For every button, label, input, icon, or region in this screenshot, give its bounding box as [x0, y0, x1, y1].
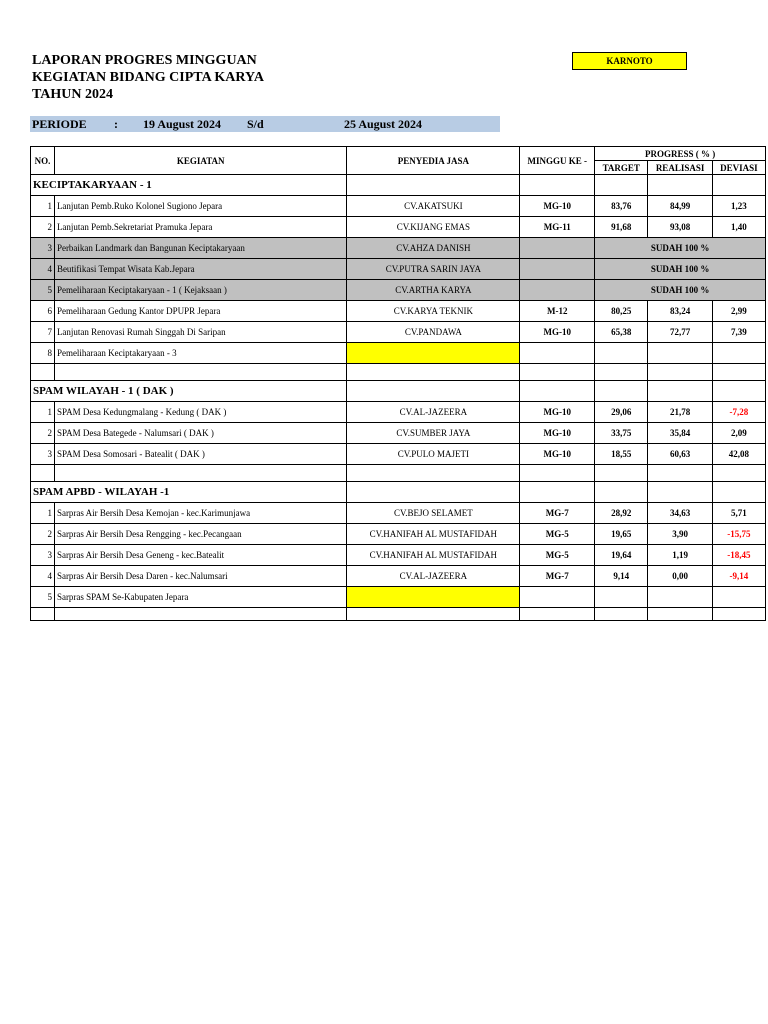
deviasi-cell: -18,45: [712, 545, 765, 566]
col-penyedia: PENYEDIA JASA: [347, 147, 520, 175]
realisasi-cell: 34,63: [648, 503, 713, 524]
row-number: 3: [31, 444, 55, 465]
row-number: 5: [31, 280, 55, 301]
empty-cell: [648, 608, 713, 621]
col-no: NO.: [31, 147, 55, 175]
target-cell: 28,92: [595, 503, 648, 524]
empty-cell: [54, 465, 347, 482]
empty-cell: [712, 482, 765, 503]
row-number: 1: [31, 402, 55, 423]
penyedia-cell: CV.AKATSUKI: [347, 196, 520, 217]
target-cell: [595, 343, 648, 364]
minggu-cell: MG-10: [520, 423, 595, 444]
kegiatan-cell: Sarpras SPAM Se-Kabupaten Jepara: [54, 587, 347, 608]
empty-cell: [31, 364, 55, 381]
deviasi-cell: 2,09: [712, 423, 765, 444]
penyedia-cell: [347, 587, 520, 608]
title-line-3: TAHUN 2024: [32, 87, 114, 102]
penyedia-cell: CV.KARYA TEKNIK: [347, 301, 520, 322]
target-cell: 91,68: [595, 217, 648, 238]
penyedia-cell: CV.ARTHA KARYA: [347, 280, 520, 301]
row-number: 1: [31, 196, 55, 217]
col-deviasi: DEVIASI: [712, 161, 765, 175]
empty-cell: [54, 608, 347, 621]
periode-start-date: 19 August 2024: [143, 117, 222, 131]
target-cell: 18,55: [595, 444, 648, 465]
kegiatan-cell: SPAM Desa Somosari - Batealit ( DAK ): [54, 444, 347, 465]
empty-cell: [520, 608, 595, 621]
row-number: 7: [31, 322, 55, 343]
empty-cell: [31, 465, 55, 482]
realisasi-cell: 35,84: [648, 423, 713, 444]
kegiatan-cell: Sarpras Air Bersih Desa Geneng - kec.Batealit: [54, 545, 347, 566]
empty-cell: [595, 482, 648, 503]
minggu-cell: [520, 259, 595, 280]
realisasi-cell: [648, 587, 713, 608]
col-kegiatan: KEGIATAN: [54, 147, 347, 175]
realisasi-cell: [648, 343, 713, 364]
penyedia-cell: CV.SUMBER JAYA: [347, 423, 520, 444]
empty-cell: [347, 175, 520, 196]
empty-cell: [595, 364, 648, 381]
table-body: [31, 175, 766, 621]
row-number: 1: [31, 503, 55, 524]
section-title: SPAM APBD - WILAYAH -1: [31, 482, 347, 503]
empty-cell: [648, 364, 713, 381]
realisasi-cell: 60,63: [648, 444, 713, 465]
realisasi-cell: 84,99: [648, 196, 713, 217]
blank-row: [31, 608, 766, 621]
deviasi-cell: 1,23: [712, 196, 765, 217]
empty-cell: [31, 608, 55, 621]
minggu-cell: MG-10: [520, 322, 595, 343]
empty-cell: [54, 364, 347, 381]
minggu-cell: MG-5: [520, 545, 595, 566]
realisasi-cell: 3,90: [648, 524, 713, 545]
penyedia-cell: CV.PULO MAJETI: [347, 444, 520, 465]
penyedia-cell: CV.KIJANG EMAS: [347, 217, 520, 238]
deviasi-cell: 42,08: [712, 444, 765, 465]
minggu-cell: MG-10: [520, 444, 595, 465]
table-row: [31, 280, 766, 301]
target-cell: [595, 587, 648, 608]
table-row: [31, 566, 766, 587]
penyedia-cell: CV.PUTRA SARIN JAYA: [347, 259, 520, 280]
penyedia-cell: CV.AL-JAZEERA: [347, 566, 520, 587]
row-number: 3: [31, 545, 55, 566]
status-cell: SUDAH 100 %: [595, 280, 766, 301]
deviasi-cell: 7,39: [712, 322, 765, 343]
empty-cell: [595, 381, 648, 402]
report-title: [32, 52, 264, 103]
empty-cell: [520, 175, 595, 196]
kegiatan-cell: Lanjutan Renovasi Rumah Singgah Di Saripan: [54, 322, 347, 343]
periode-end-date: 25 August 2024: [344, 117, 423, 131]
realisasi-cell: 0,00: [648, 566, 713, 587]
title-line-1: LAPORAN PROGRES MINGGUAN: [32, 53, 257, 68]
penyedia-cell: CV.AL-JAZEERA: [347, 402, 520, 423]
deviasi-cell: 2,99: [712, 301, 765, 322]
minggu-cell: MG-10: [520, 402, 595, 423]
row-number: 6: [31, 301, 55, 322]
empty-cell: [520, 465, 595, 482]
target-cell: 65,38: [595, 322, 648, 343]
minggu-cell: [520, 238, 595, 259]
kegiatan-cell: Pemeliharaan Gedung Kantor DPUPR Jepara: [54, 301, 347, 322]
empty-cell: [347, 381, 520, 402]
table-row: [31, 587, 766, 608]
blank-row: [31, 465, 766, 482]
target-cell: 83,76: [595, 196, 648, 217]
empty-cell: [595, 608, 648, 621]
kegiatan-cell: Pemeliharaan Keciptakaryaan - 1 ( Kejaksaan ): [54, 280, 347, 301]
empty-cell: [712, 608, 765, 621]
row-number: 4: [31, 566, 55, 587]
deviasi-cell: 1,40: [712, 217, 765, 238]
row-number: 3: [31, 238, 55, 259]
deviasi-cell: -7,28: [712, 402, 765, 423]
table-row: [31, 343, 766, 364]
penyedia-cell: CV.PANDAWA: [347, 322, 520, 343]
realisasi-cell: 93,08: [648, 217, 713, 238]
empty-cell: [520, 381, 595, 402]
target-cell: 19,65: [595, 524, 648, 545]
empty-cell: [648, 175, 713, 196]
penyedia-cell: CV.HANIFAH AL MUSTAFIDAH: [347, 524, 520, 545]
periode-bar: [30, 116, 500, 132]
minggu-cell: MG-7: [520, 503, 595, 524]
empty-cell: [347, 465, 520, 482]
row-number: 2: [31, 217, 55, 238]
col-progress: PROGRESS ( % ): [595, 147, 766, 161]
minggu-cell: [520, 587, 595, 608]
deviasi-cell: [712, 343, 765, 364]
kegiatan-cell: SPAM Desa Bategede - Nalumsari ( DAK ): [54, 423, 347, 444]
target-cell: 19,64: [595, 545, 648, 566]
penyedia-cell: CV.BEJO SELAMET: [347, 503, 520, 524]
empty-cell: [712, 465, 765, 482]
table-row: [31, 238, 766, 259]
penyedia-cell: [347, 343, 520, 364]
penyedia-cell: CV.AHZA DANISH: [347, 238, 520, 259]
col-target: TARGET: [595, 161, 648, 175]
title-line-2: KEGIATAN BIDANG CIPTA KARYA: [32, 70, 264, 85]
kegiatan-cell: Beutifikasi Tempat Wisata Kab.Jepara: [54, 259, 347, 280]
minggu-cell: [520, 343, 595, 364]
row-number: 2: [31, 524, 55, 545]
kegiatan-cell: Sarpras Air Bersih Desa Daren - kec.Nalumsari: [54, 566, 347, 587]
table-row: [31, 301, 766, 322]
empty-cell: [347, 482, 520, 503]
progress-table: [30, 146, 766, 621]
kegiatan-cell: Lanjutan Pemb.Sekretariat Pramuka Jepara: [54, 217, 347, 238]
deviasi-cell: -15,75: [712, 524, 765, 545]
penyedia-cell: CV.HANIFAH AL MUSTAFIDAH: [347, 545, 520, 566]
table-row: [31, 217, 766, 238]
empty-cell: [520, 482, 595, 503]
target-cell: 80,25: [595, 301, 648, 322]
realisasi-cell: 72,77: [648, 322, 713, 343]
col-minggu: MINGGU KE -: [520, 147, 595, 175]
status-cell: SUDAH 100 %: [595, 238, 766, 259]
empty-cell: [595, 465, 648, 482]
deviasi-cell: [712, 587, 765, 608]
kegiatan-cell: Sarpras Air Bersih Desa Rengging - kec.Pecangaan: [54, 524, 347, 545]
kegiatan-cell: SPAM Desa Kedungmalang - Kedung ( DAK ): [54, 402, 347, 423]
section-header-row: [31, 381, 766, 402]
empty-cell: [712, 364, 765, 381]
name-badge: KARNOTO: [572, 52, 687, 70]
empty-cell: [648, 381, 713, 402]
target-cell: 29,06: [595, 402, 648, 423]
kegiatan-cell: Sarpras Air Bersih Desa Kemojan - kec.Karimunjawa: [54, 503, 347, 524]
empty-cell: [520, 364, 595, 381]
minggu-cell: [520, 280, 595, 301]
table-row: [31, 545, 766, 566]
table-row: [31, 196, 766, 217]
realisasi-cell: 21,78: [648, 402, 713, 423]
empty-cell: [648, 465, 713, 482]
empty-cell: [648, 482, 713, 503]
periode-sd: S/d: [247, 117, 264, 131]
section-title: SPAM WILAYAH - 1 ( DAK ): [31, 381, 347, 402]
row-number: 4: [31, 259, 55, 280]
row-number: 8: [31, 343, 55, 364]
table-row: [31, 503, 766, 524]
realisasi-cell: 1,19: [648, 545, 713, 566]
periode-label: PERIODE: [32, 117, 87, 131]
periode-colon: :: [114, 117, 118, 131]
empty-cell: [347, 364, 520, 381]
kegiatan-cell: Lanjutan Pemb.Ruko Kolonel Sugiono Jepara: [54, 196, 347, 217]
blank-row: [31, 364, 766, 381]
minggu-cell: MG-11: [520, 217, 595, 238]
row-number: 5: [31, 587, 55, 608]
minggu-cell: MG-5: [520, 524, 595, 545]
empty-cell: [595, 175, 648, 196]
minggu-cell: MG-10: [520, 196, 595, 217]
minggu-cell: M-12: [520, 301, 595, 322]
section-header-row: [31, 175, 766, 196]
deviasi-cell: -9,14: [712, 566, 765, 587]
table-row: [31, 444, 766, 465]
empty-cell: [347, 608, 520, 621]
row-number: 2: [31, 423, 55, 444]
realisasi-cell: 83,24: [648, 301, 713, 322]
empty-cell: [712, 175, 765, 196]
section-title: KECIPTAKARYAAN - 1: [31, 175, 347, 196]
table-row: [31, 423, 766, 444]
table-row: [31, 524, 766, 545]
table-row: [31, 322, 766, 343]
kegiatan-cell: Pemeliharaan Keciptakaryaan - 3: [54, 343, 347, 364]
table-row: [31, 402, 766, 423]
table-row: [31, 259, 766, 280]
kegiatan-cell: Perbaikan Landmark dan Bangunan Keciptakaryaan: [54, 238, 347, 259]
empty-cell: [712, 381, 765, 402]
status-cell: SUDAH 100 %: [595, 259, 766, 280]
target-cell: 9,14: [595, 566, 648, 587]
section-header-row: [31, 482, 766, 503]
target-cell: 33,75: [595, 423, 648, 444]
minggu-cell: MG-7: [520, 566, 595, 587]
deviasi-cell: 5,71: [712, 503, 765, 524]
col-realisasi: REALISASI: [648, 161, 713, 175]
